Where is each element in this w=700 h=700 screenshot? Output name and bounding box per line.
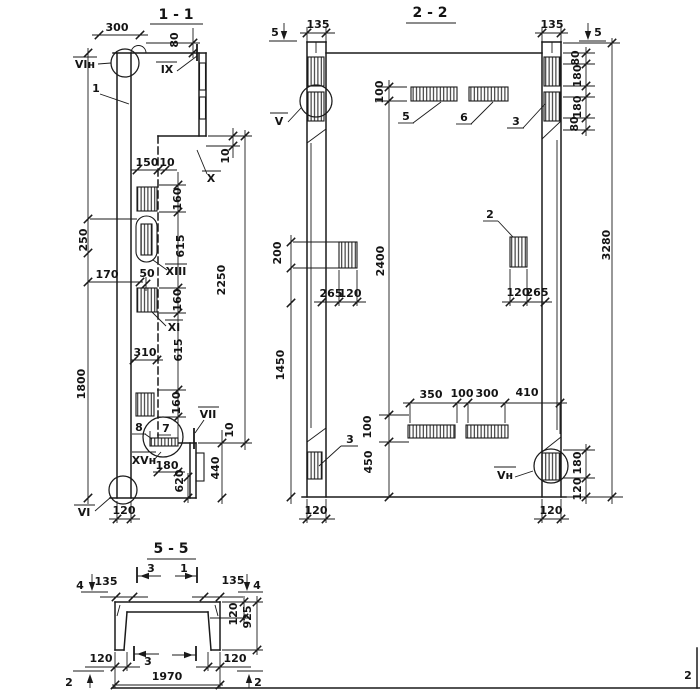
cut-mark-2-right: 2	[254, 676, 262, 689]
dim-265-right: 265	[525, 286, 549, 299]
mark-ix: IX	[160, 63, 174, 76]
dim-250: 250	[77, 228, 90, 252]
dim-10-top: 10	[219, 148, 232, 164]
dim-170: 170	[95, 268, 119, 281]
dim-135-right: 135	[540, 18, 564, 31]
mark-bar3-top: 3	[512, 115, 520, 128]
dim-180a: 180	[571, 64, 584, 88]
sheet-frame	[112, 648, 700, 688]
mark-xiii: XIII	[165, 265, 187, 278]
section-5-5-outline	[115, 602, 220, 650]
dim-925: 925	[241, 605, 254, 629]
dim-160c: 160	[170, 391, 183, 415]
mark-x: X	[206, 172, 216, 185]
rebar-hatch	[308, 57, 324, 86]
dim-135-left: 135	[306, 18, 330, 31]
mark-v: V	[274, 115, 284, 128]
dim-2400: 2400	[374, 245, 387, 277]
section-2-2	[269, 5, 623, 523]
rebar-hatch	[136, 393, 154, 416]
dim-50: 50	[139, 267, 155, 280]
dim-100: 100	[450, 387, 474, 400]
rebar-hatch	[141, 224, 152, 255]
mark-pos8: 8	[135, 421, 143, 434]
rebar-hatch	[466, 425, 508, 438]
dim-300: 300	[475, 387, 499, 400]
mark-v-n: Vн	[496, 469, 514, 482]
cut-mark-5-left: 5	[271, 26, 279, 39]
sheet-number: 2	[684, 669, 692, 682]
dim-100-top: 100	[373, 80, 386, 104]
cut-mark-3-top: 3	[147, 562, 155, 575]
rebar-hatch-5	[411, 87, 457, 101]
dim-120-left: 120	[338, 287, 362, 300]
dim-350: 350	[419, 388, 443, 401]
dim-2250: 2250	[215, 264, 228, 296]
detail-circle-vi	[109, 476, 137, 504]
cut-mark-5-right: 5	[594, 26, 602, 39]
mark-pos2: 2	[486, 208, 494, 221]
dim-120-right: 120	[506, 286, 530, 299]
dim-120-bottom-right: 120	[539, 504, 563, 517]
dim-80: 80	[168, 32, 181, 48]
dim-450: 450	[362, 450, 375, 474]
dim-80a: 80	[569, 50, 582, 66]
rebar-hatch	[542, 453, 560, 480]
mark-bar6: 6	[460, 111, 468, 124]
rebar-hatch-2	[510, 237, 527, 267]
dim-440: 440	[209, 456, 222, 480]
cut-mark-1-top: 1	[180, 562, 188, 575]
section-1-1-outline	[110, 46, 206, 499]
section-title: 1 - 1	[158, 7, 194, 23]
section-title: 2 - 2	[412, 5, 448, 21]
dim-180: 180	[155, 459, 179, 472]
dim-120-right: 120	[227, 602, 240, 626]
dim-10a: 10	[159, 156, 175, 169]
dim-160b: 160	[171, 288, 184, 312]
dim-150: 150	[135, 156, 159, 169]
dim-1970: 1970	[151, 670, 183, 683]
dim-120: 120	[112, 504, 136, 517]
dim-310: 310	[133, 346, 157, 359]
section-1-1	[73, 7, 252, 523]
dim-180b: 180	[571, 95, 584, 119]
rebar-hatch	[137, 187, 157, 211]
dim-160a: 160	[171, 187, 184, 211]
dim-620: 620	[173, 469, 186, 493]
section-title: 5 - 5	[153, 541, 189, 557]
dim-200: 200	[271, 241, 284, 265]
section-2-2-embeds	[300, 57, 568, 483]
dim-135-right: 135	[221, 574, 245, 587]
dim-100-bottom: 100	[361, 415, 374, 439]
rebar-hatch-6	[469, 87, 508, 101]
dim-1800: 1800	[75, 368, 88, 400]
dim-180c: 180	[571, 451, 584, 475]
dim-1450: 1450	[274, 349, 287, 381]
edge-key	[200, 97, 206, 119]
edge-key	[196, 453, 204, 481]
dim-265-left: 265	[319, 287, 343, 300]
mark-vii: VII	[199, 408, 217, 421]
dim-410: 410	[515, 386, 539, 399]
dim-615a: 615	[174, 234, 187, 258]
embed-plate	[150, 438, 178, 446]
dim-120-bottom-right: 120	[223, 652, 247, 665]
rebar-hatch	[544, 92, 560, 121]
dim-615b: 615	[172, 338, 185, 362]
dim-135-left: 135	[94, 575, 118, 588]
cut-mark-2-left: 2	[65, 676, 73, 689]
rebar-hatch	[339, 242, 357, 268]
rebar-hatch	[408, 425, 455, 438]
edge-key	[200, 63, 206, 90]
cut-mark-3-bottom: 3	[144, 655, 152, 668]
mark-xi: XI	[167, 321, 181, 334]
mark-pos1: 1	[92, 82, 100, 95]
dim-120-bottom-left: 120	[304, 504, 328, 517]
mark-vi: VI	[77, 506, 91, 519]
mark-bar5: 5	[402, 110, 410, 123]
dim-80b: 80	[568, 116, 581, 132]
dim-3280: 3280	[600, 229, 613, 261]
cut-mark-4-left: 4	[76, 579, 84, 592]
mark-pos7: 7	[162, 422, 170, 435]
dim-10-bottom: 10	[223, 422, 236, 438]
rebar-hatch	[137, 288, 157, 312]
dim-300: 300	[105, 21, 129, 34]
dim-120-bottom-left: 120	[89, 652, 113, 665]
dim-120c: 120	[571, 477, 584, 501]
mark-vi-n: VIн	[74, 58, 96, 71]
section-5-5	[65, 541, 263, 689]
cut-mark-4-right: 4	[253, 579, 261, 592]
rebar-hatch	[544, 57, 560, 86]
mark-xv-n: XVн	[131, 454, 157, 467]
mark-bar3-bottom: 3	[346, 433, 354, 446]
